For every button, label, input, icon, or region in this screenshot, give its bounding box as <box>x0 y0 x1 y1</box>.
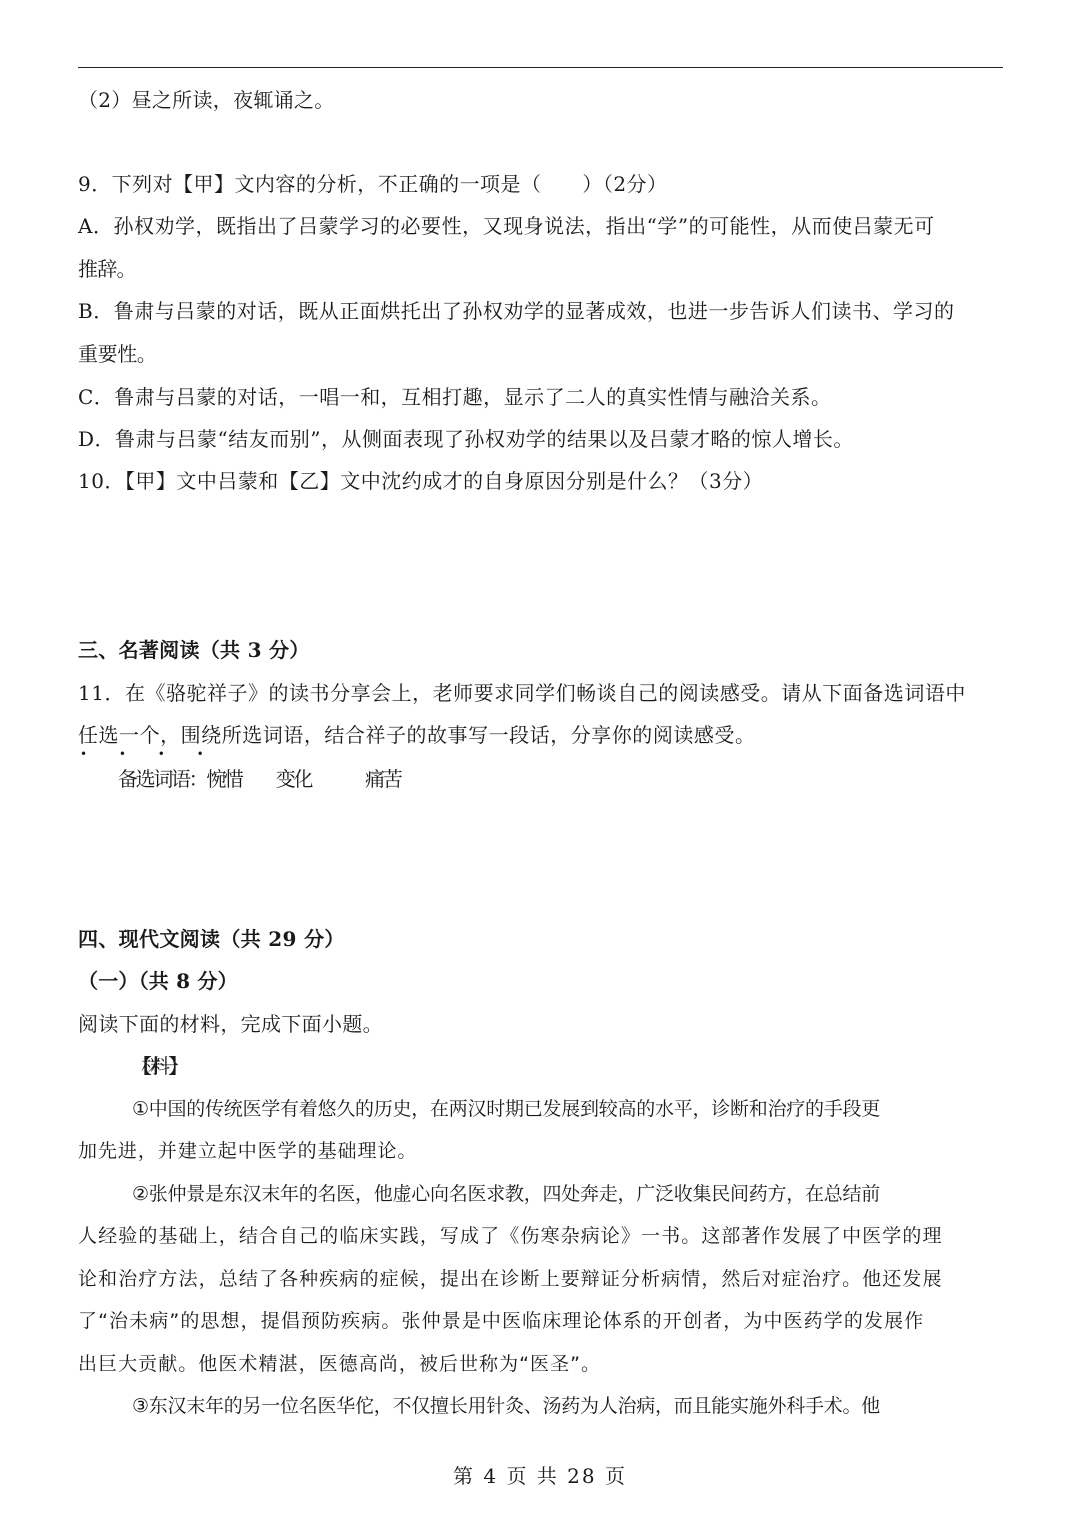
passage-line: 出巨大贡献。他医术精湛，医德高尚，被后世称为“医圣”。 <box>78 1353 602 1375</box>
q9-option-a-line2: 推辞。 <box>78 257 136 281</box>
passage-line: 论和治疗方法，总结了各种疾病的症候，提出在诊断上要辩证分析病情，然后对症治疗。他还发展 <box>78 1268 943 1290</box>
section-4-heading: 四、现代文阅读（共 29 分） <box>78 927 345 951</box>
q9-option-d: D．鲁肃与吕蒙“结友而别”，从侧面表现了孙权劝学的结果以及吕蒙才略的惊人增长。 <box>78 427 854 451</box>
q9-option-b-line2: 重要性。 <box>78 342 157 366</box>
question-11-line2-rest: ，围绕所选词语，结合祥子的故事写一段话，分享你的阅读感受。 <box>160 723 756 747</box>
material-label: 【材料一】 <box>132 1054 177 1078</box>
reading-instruction: 阅读下面的材料，完成下面小题。 <box>78 1012 383 1036</box>
passage-line: ②张仲景是东汉末年的名医，他虚心向名医求教，四处奔走，广泛收集民间药方，在总结前 <box>132 1183 881 1205</box>
question-11-line2 <box>78 721 1008 761</box>
candidate-word: 变化 <box>275 767 312 791</box>
candidate-words <box>118 765 1048 793</box>
passage-line: ①中国的传统医学有着悠久的历史，在两汉时期已发展到较高的水平，诊断和治疗的手段更 <box>132 1098 881 1120</box>
candidate-words-label: 备选词语： <box>118 767 207 791</box>
question-9-stem: 9．下列对【甲】文内容的分析，不正确的一项是（ ）（2分） <box>78 172 668 196</box>
passage-line: 人经验的基础上，结合自己的临床实践，写成了《伤寒杂病论》一书。这部著作发展了中医学的理 <box>78 1225 943 1247</box>
emphasized-text: 任选一个 <box>78 723 161 747</box>
candidate-word: 痛苦 <box>365 767 401 791</box>
q9-option-a-line1: A．孙权劝学，既指出了吕蒙学习的必要性，又现身说法，指出“学”的可能性，从而使吕蒙无可 <box>78 214 935 238</box>
header-rule <box>78 67 1003 68</box>
passage-line: 了“治未病”的思想，提倡预防疾病。张仲景是中医临床理论体系的开创者，为中医药学的发展作 <box>78 1310 925 1332</box>
question-10-stem: 10．【甲】文中吕蒙和【乙】文中沈约成才的自身原因分别是什么？（3分） <box>78 469 764 493</box>
q9-option-b-line1: B．鲁肃与吕蒙的对话，既从正面烘托出了孙权劝学的显著成效，也进一步告诉人们读书、学习的 <box>78 299 955 323</box>
q9-option-c: C．鲁肃与吕蒙的对话，一唱一和，互相打趣，显示了二人的真实性情与融洽关系。 <box>78 385 832 409</box>
passage-line: 加先进，并建立起中医学的基础理论。 <box>78 1140 418 1162</box>
translation-item: （2）昼之所读，夜辄诵之。 <box>78 88 335 112</box>
question-11-line1: 11．在《骆驼祥子》的读书分享会上，老师要求同学们畅谈自己的阅读感受。请从下面备选词语中 <box>78 681 966 705</box>
emphasis-dots: • • • • <box>80 747 218 761</box>
emphasized-phrase <box>78 721 218 761</box>
section-3-heading: 三、名著阅读（共 3 分） <box>78 638 310 662</box>
page-number: 第 4 页 共 28 页 <box>453 1464 627 1488</box>
section-4-subheading: （一）（共 8 分） <box>78 969 238 993</box>
passage-line: ③东汉末年的另一位名医华佗，不仅擅长用针灸、汤药为人治病，而且能实施外科手术。他 <box>132 1395 881 1417</box>
candidate-word: 惋惜 <box>206 767 242 791</box>
